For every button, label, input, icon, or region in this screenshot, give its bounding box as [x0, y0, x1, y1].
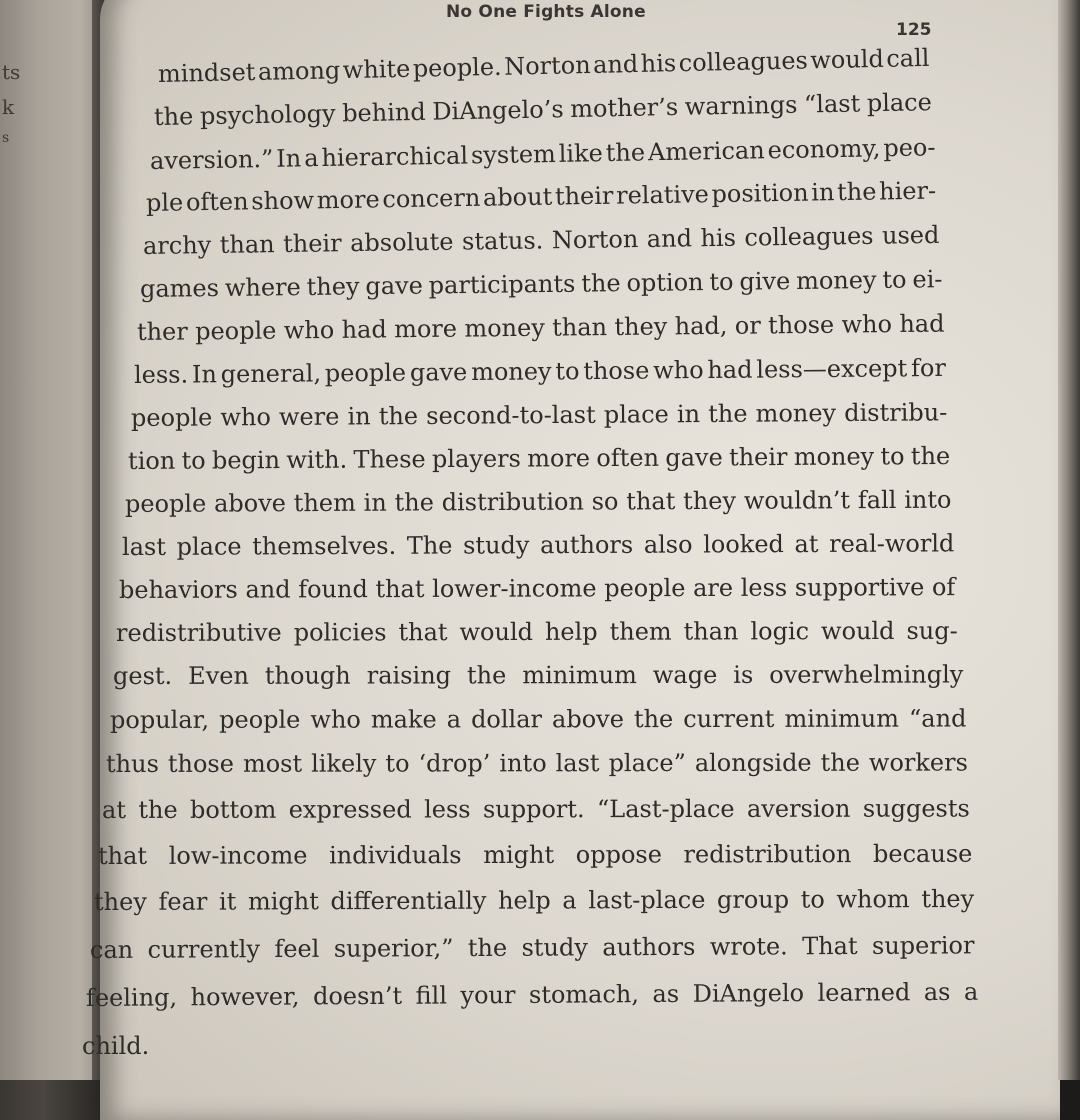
text-line: less. In general, people gave money to those who had less—except for — [133, 353, 946, 389]
previous-page-edge — [0, 0, 100, 1080]
text-line: redistributive policies that would help them than logic would sug- — [115, 616, 958, 647]
previous-page-fragment: s — [2, 130, 10, 146]
text-line: aversion.” In a hierarchical system like the American economy, peo- — [149, 133, 936, 175]
previous-page-fragment: ts — [2, 60, 21, 84]
text-line: archy than their absolute status. Norton and his colleagues used — [142, 220, 940, 260]
text-line: behaviors and found that lower-income people are less supportive of — [118, 573, 956, 604]
text-line: child. — [82, 1032, 150, 1060]
text-line: gest. Even though raising the minimum wage is overwhelmingly — [112, 660, 964, 690]
text-line: popular, people who make a dollar above the current minimum “and — [109, 704, 967, 734]
text-line: ple often show more concern about their relative position in the hier- — [145, 176, 937, 217]
text-line: thus those most likely to ‘drop’ into last place” alongside the workers — [105, 748, 968, 778]
page-number: 125 — [896, 20, 932, 40]
text-line: at the bottom expressed less support. “Last-place aversion suggests — [101, 794, 970, 824]
text-line: that low-income individuals might oppose redistribution because — [97, 839, 973, 870]
text-line: games where they gave participants the option to give money to ei- — [139, 265, 943, 303]
text-line: the psychology behind DiAngelo’s mother’s warnings “last place — [153, 88, 933, 131]
page-stack-edge — [1058, 0, 1080, 1080]
text-line: people who were in the second-to-last place in the money distribu- — [130, 398, 948, 432]
running-head: No One Fights Alone — [446, 2, 646, 22]
text-line: mindset among white people. Norton and his colleagues would call — [157, 43, 930, 88]
text-line: tion to begin with. These players more often gave their money to the — [127, 441, 951, 475]
text-line: they fear it might differentially help a last-place group to whom they — [93, 884, 975, 916]
text-line: can currently feel superior,” the study authors wrote. That superior — [89, 931, 975, 964]
text-line: ther people who had more money than they had, or those who had — [136, 309, 945, 346]
text-line: people above them in the distribution so that they wouldn’t fall into — [124, 485, 952, 518]
text-line: last place themselves. The study authors also looked at real-world — [121, 529, 955, 561]
previous-page-fragment: k — [2, 95, 15, 119]
text-line: feeling, however, doesn’t fill your stomach, as DiAngelo learned as a — [85, 977, 979, 1012]
